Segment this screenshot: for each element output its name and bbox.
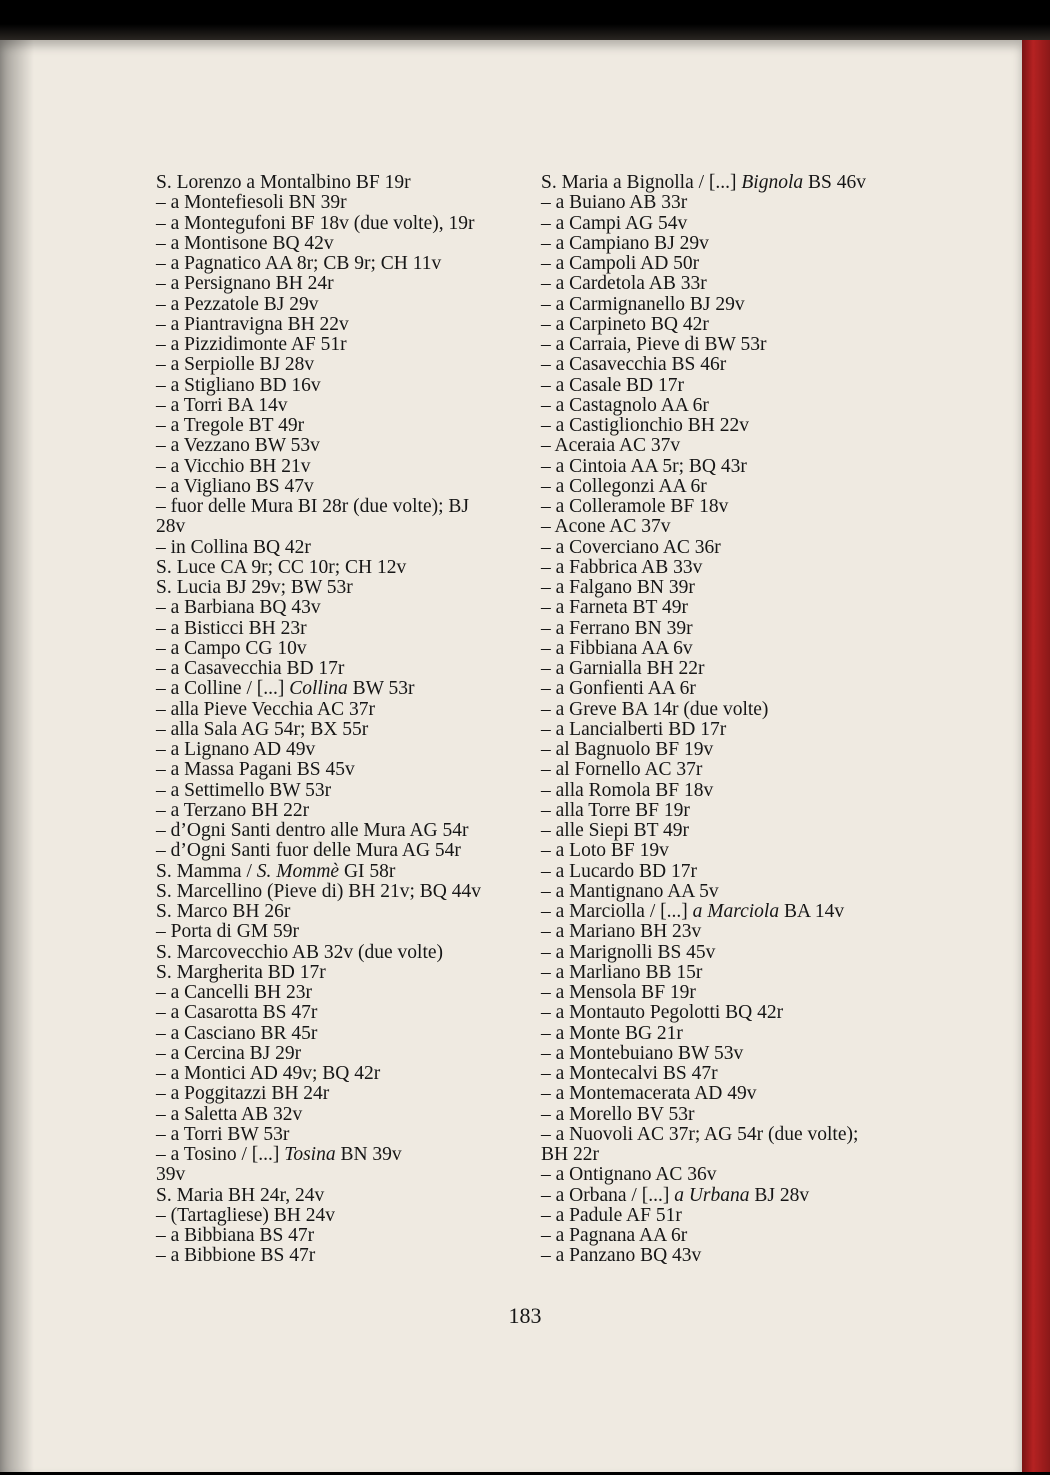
index-entry: – al Fornello AC 37r xyxy=(541,759,703,781)
index-entry: S. Mamma / S. Mommè GI 58r xyxy=(156,860,396,882)
index-entry: – a Montauto Pegolotti BQ 42r xyxy=(541,1002,784,1024)
index-entry: – a Mensola BF 19r xyxy=(541,982,696,1003)
index-entry: – a Massa Pagani BS 45v xyxy=(156,759,355,781)
index-entry: – al Bagnuolo BF 19v xyxy=(541,739,714,760)
index-entry: – alla Sala AG 54r; BX 55r xyxy=(156,718,369,740)
index-entry: – a Terzano BH 22r xyxy=(156,799,310,821)
index-entry: – a Castagnolo AA 6r xyxy=(541,394,709,416)
index-entry: – a Fibbiana AA 6v xyxy=(541,637,693,659)
index-entry: S. Margherita BD 17r xyxy=(156,961,326,983)
page-number: 183 xyxy=(508,1303,542,1328)
index-entry: – Porta di GM 59r xyxy=(156,921,299,943)
index-entry: – a Bibbiana BS 47r xyxy=(156,1225,315,1246)
index-entry: – d’Ogni Santi fuor delle Mura AG 54r xyxy=(156,840,461,862)
index-entry: – a Tregole BT 49r xyxy=(156,415,305,436)
index-entry: – alle Siepi BT 49r xyxy=(541,820,690,841)
index-entry: – a Padule AF 51r xyxy=(541,1204,682,1226)
index-entry: – a Montefiesoli BN 39r xyxy=(156,192,347,214)
index-entry: – a Carraia, Pieve di BW 53r xyxy=(541,334,767,355)
index-entry: – fuor delle Mura BI 28r (due volte); BJ xyxy=(156,496,470,517)
scan-top-edge xyxy=(0,0,1050,40)
index-entry: BH 22r xyxy=(541,1144,599,1165)
index-entry: – a Cardetola AB 33r xyxy=(541,273,707,295)
index-entry: – a Garnialla BH 22r xyxy=(541,658,705,679)
index-entry: – a Pagnana AA 6r xyxy=(541,1225,688,1246)
index-entry: – a Falgano BN 39r xyxy=(541,577,695,598)
index-entry: S. Marcellino (Pieve di) BH 21v; BQ 44v xyxy=(156,880,481,902)
index-entry: S. Luce CA 9r; CC 10r; CH 12v xyxy=(156,556,407,578)
index-entry: – a Cintoia AA 5r; BQ 43r xyxy=(541,455,747,477)
index-entry: – a Morello BV 53r xyxy=(541,1103,695,1125)
index-entry: – a Castiglionchio BH 22v xyxy=(541,415,749,436)
index-entry: – a Monte BG 21r xyxy=(541,1022,683,1044)
index-entry: – a Buiano AB 33r xyxy=(541,192,688,214)
index-entry: – a Torri BA 14v xyxy=(156,394,288,416)
index-entry: – a Tosino / [...] Tosina BN 39v xyxy=(156,1144,402,1165)
index-entry: S. Maria a Bignolla / [...] Bignola BS 46v xyxy=(541,172,866,193)
index-entry: – a Montebuiano BW 53v xyxy=(541,1042,744,1064)
index-entry: S. Marco BH 26r xyxy=(156,901,291,922)
index-entry: – a Mantignano AA 5v xyxy=(541,880,719,902)
index-entry: – a Campo CG 10v xyxy=(156,637,307,659)
index-entry: – a Bisticci BH 23r xyxy=(156,617,307,639)
index-entry: – a Campoli AD 50r xyxy=(541,253,700,274)
index-entry: – a Carmignanello BJ 29v xyxy=(541,293,745,315)
index-entry: – a Montisone BQ 42v xyxy=(156,232,334,254)
index-entry: S. Maria BH 24r, 24v xyxy=(156,1184,325,1206)
index-entry: – a Montegufoni BF 18v (due volte), 19r xyxy=(156,212,475,234)
index-entry: – a Cercina BJ 29r xyxy=(156,1042,302,1064)
index-entry: – a Stigliano BD 16v xyxy=(156,374,321,396)
index-entry: – a Torri BW 53r xyxy=(156,1123,290,1145)
index-entry: – Aceraia AC 37v xyxy=(541,435,681,457)
index-entry: 28v xyxy=(156,516,186,538)
index-entry: – a Farneta BT 49r xyxy=(541,597,688,619)
index-entry: – a Montici AD 49v; BQ 42r xyxy=(156,1063,381,1084)
index-entry: – a Piantravigna BH 22v xyxy=(156,313,349,335)
index-column-left xyxy=(156,173,526,1267)
index-entry: – a Persignano BH 24r xyxy=(156,273,334,295)
index-entry: S. Lucia BJ 29v; BW 53r xyxy=(156,577,353,598)
index-entry: – a Lignano AD 49v xyxy=(156,739,316,760)
index-entry: – a Vicchio BH 21v xyxy=(156,455,311,477)
index-entry: – a Colline / [...] Collina BW 53r xyxy=(156,678,415,700)
index-entry: – a Pagnatico AA 8r; CB 9r; CH 11v xyxy=(156,253,442,274)
index-column-right xyxy=(541,173,917,1267)
index-entry: – a Bibbione BS 47r xyxy=(156,1245,316,1267)
index-entry: – a Loto BF 19v xyxy=(541,840,669,862)
index-entry: – a Settimello BW 53r xyxy=(156,779,332,801)
index-entry: – a Saletta AB 32v xyxy=(156,1103,303,1125)
index-entry: – alla Pieve Vecchia AC 37r xyxy=(156,698,375,720)
index-entry: – a Marliano BB 15r xyxy=(541,961,703,983)
index-entry: – a Orbana / [...] a Urbana BJ 28v xyxy=(541,1184,810,1206)
spine-shadow xyxy=(0,40,34,1472)
index-entry: – a Casarotta BS 47r xyxy=(156,1002,318,1024)
index-entry: – Acone AC 37v xyxy=(541,516,671,538)
index-entry: – a Coverciano AC 36r xyxy=(541,536,721,558)
index-entry: – d’Ogni Santi dentro alle Mura AG 54r xyxy=(156,820,469,841)
index-entry: – a Campi AG 54v xyxy=(541,212,688,234)
index-entry: – a Casavecchia BS 46r xyxy=(541,354,727,376)
index-entry: – a Ontignano AC 36v xyxy=(541,1164,717,1186)
index-entry: – a Lancialberti BD 17r xyxy=(541,718,727,740)
index-entry: – a Fabbrica AB 33v xyxy=(541,556,703,578)
index-entry: – a Cancelli BH 23r xyxy=(156,982,312,1003)
index-entry: – in Collina BQ 42r xyxy=(156,536,311,558)
index-entry: – a Greve BA 14r (due volte) xyxy=(541,698,769,720)
index-entry: – a Colleramole BF 18v xyxy=(541,496,729,517)
book-cover-edge xyxy=(1022,40,1050,1472)
index-entry: – a Pezzatole BJ 29v xyxy=(156,293,319,315)
index-entry: – a Panzano BQ 43v xyxy=(541,1245,702,1267)
index-entry: 39v xyxy=(156,1164,186,1186)
index-entry: – a Barbiana BQ 43v xyxy=(156,597,321,619)
index-entry: – a Casale BD 17r xyxy=(541,374,684,396)
index-entry: – a Campiano BJ 29v xyxy=(541,232,709,254)
index-entry: – a Gonfienti AA 6r xyxy=(541,678,696,700)
index-entry: – a Casciano BR 45r xyxy=(156,1022,318,1044)
index-entry: – alla Torre BF 19r xyxy=(541,799,690,821)
index-entry: S. Lorenzo a Montalbino BF 19r xyxy=(156,172,411,193)
index-entry: S. Marcovecchio AB 32v (due volte) xyxy=(156,941,444,963)
index-entry: – a Casavecchia BD 17r xyxy=(156,658,345,679)
index-entry: – a Serpiolle BJ 28v xyxy=(156,354,315,376)
index-entry: – a Nuovoli AC 37r; AG 54r (due volte); xyxy=(541,1123,859,1145)
index-entry: – a Vigliano BS 47v xyxy=(156,475,314,497)
index-entry: – (Tartagliese) BH 24v xyxy=(156,1204,335,1226)
index-entry: – a Pizzidimonte AF 51r xyxy=(156,334,347,355)
index-entry: – a Ferrano BN 39r xyxy=(541,617,693,639)
index-entry: – a Marignolli BS 45v xyxy=(541,941,716,963)
index-entry: – a Collegonzi AA 6r xyxy=(541,475,707,497)
index-entry: – a Marciolla / [...] a Marciola BA 14v xyxy=(541,901,845,922)
index-entry: – a Mariano BH 23v xyxy=(541,921,702,943)
index-entry: – a Montemacerata AD 49v xyxy=(541,1083,757,1105)
index-entry: – a Vezzano BW 53v xyxy=(156,435,320,457)
index-entry: – a Poggitazzi BH 24r xyxy=(156,1083,330,1105)
index-entry: – a Montecalvi BS 47r xyxy=(541,1063,718,1084)
index-entry: – a Lucardo BD 17r xyxy=(541,860,697,882)
index-entry: – a Carpineto BQ 42r xyxy=(541,313,709,335)
index-entry: – alla Romola BF 18v xyxy=(541,779,714,801)
